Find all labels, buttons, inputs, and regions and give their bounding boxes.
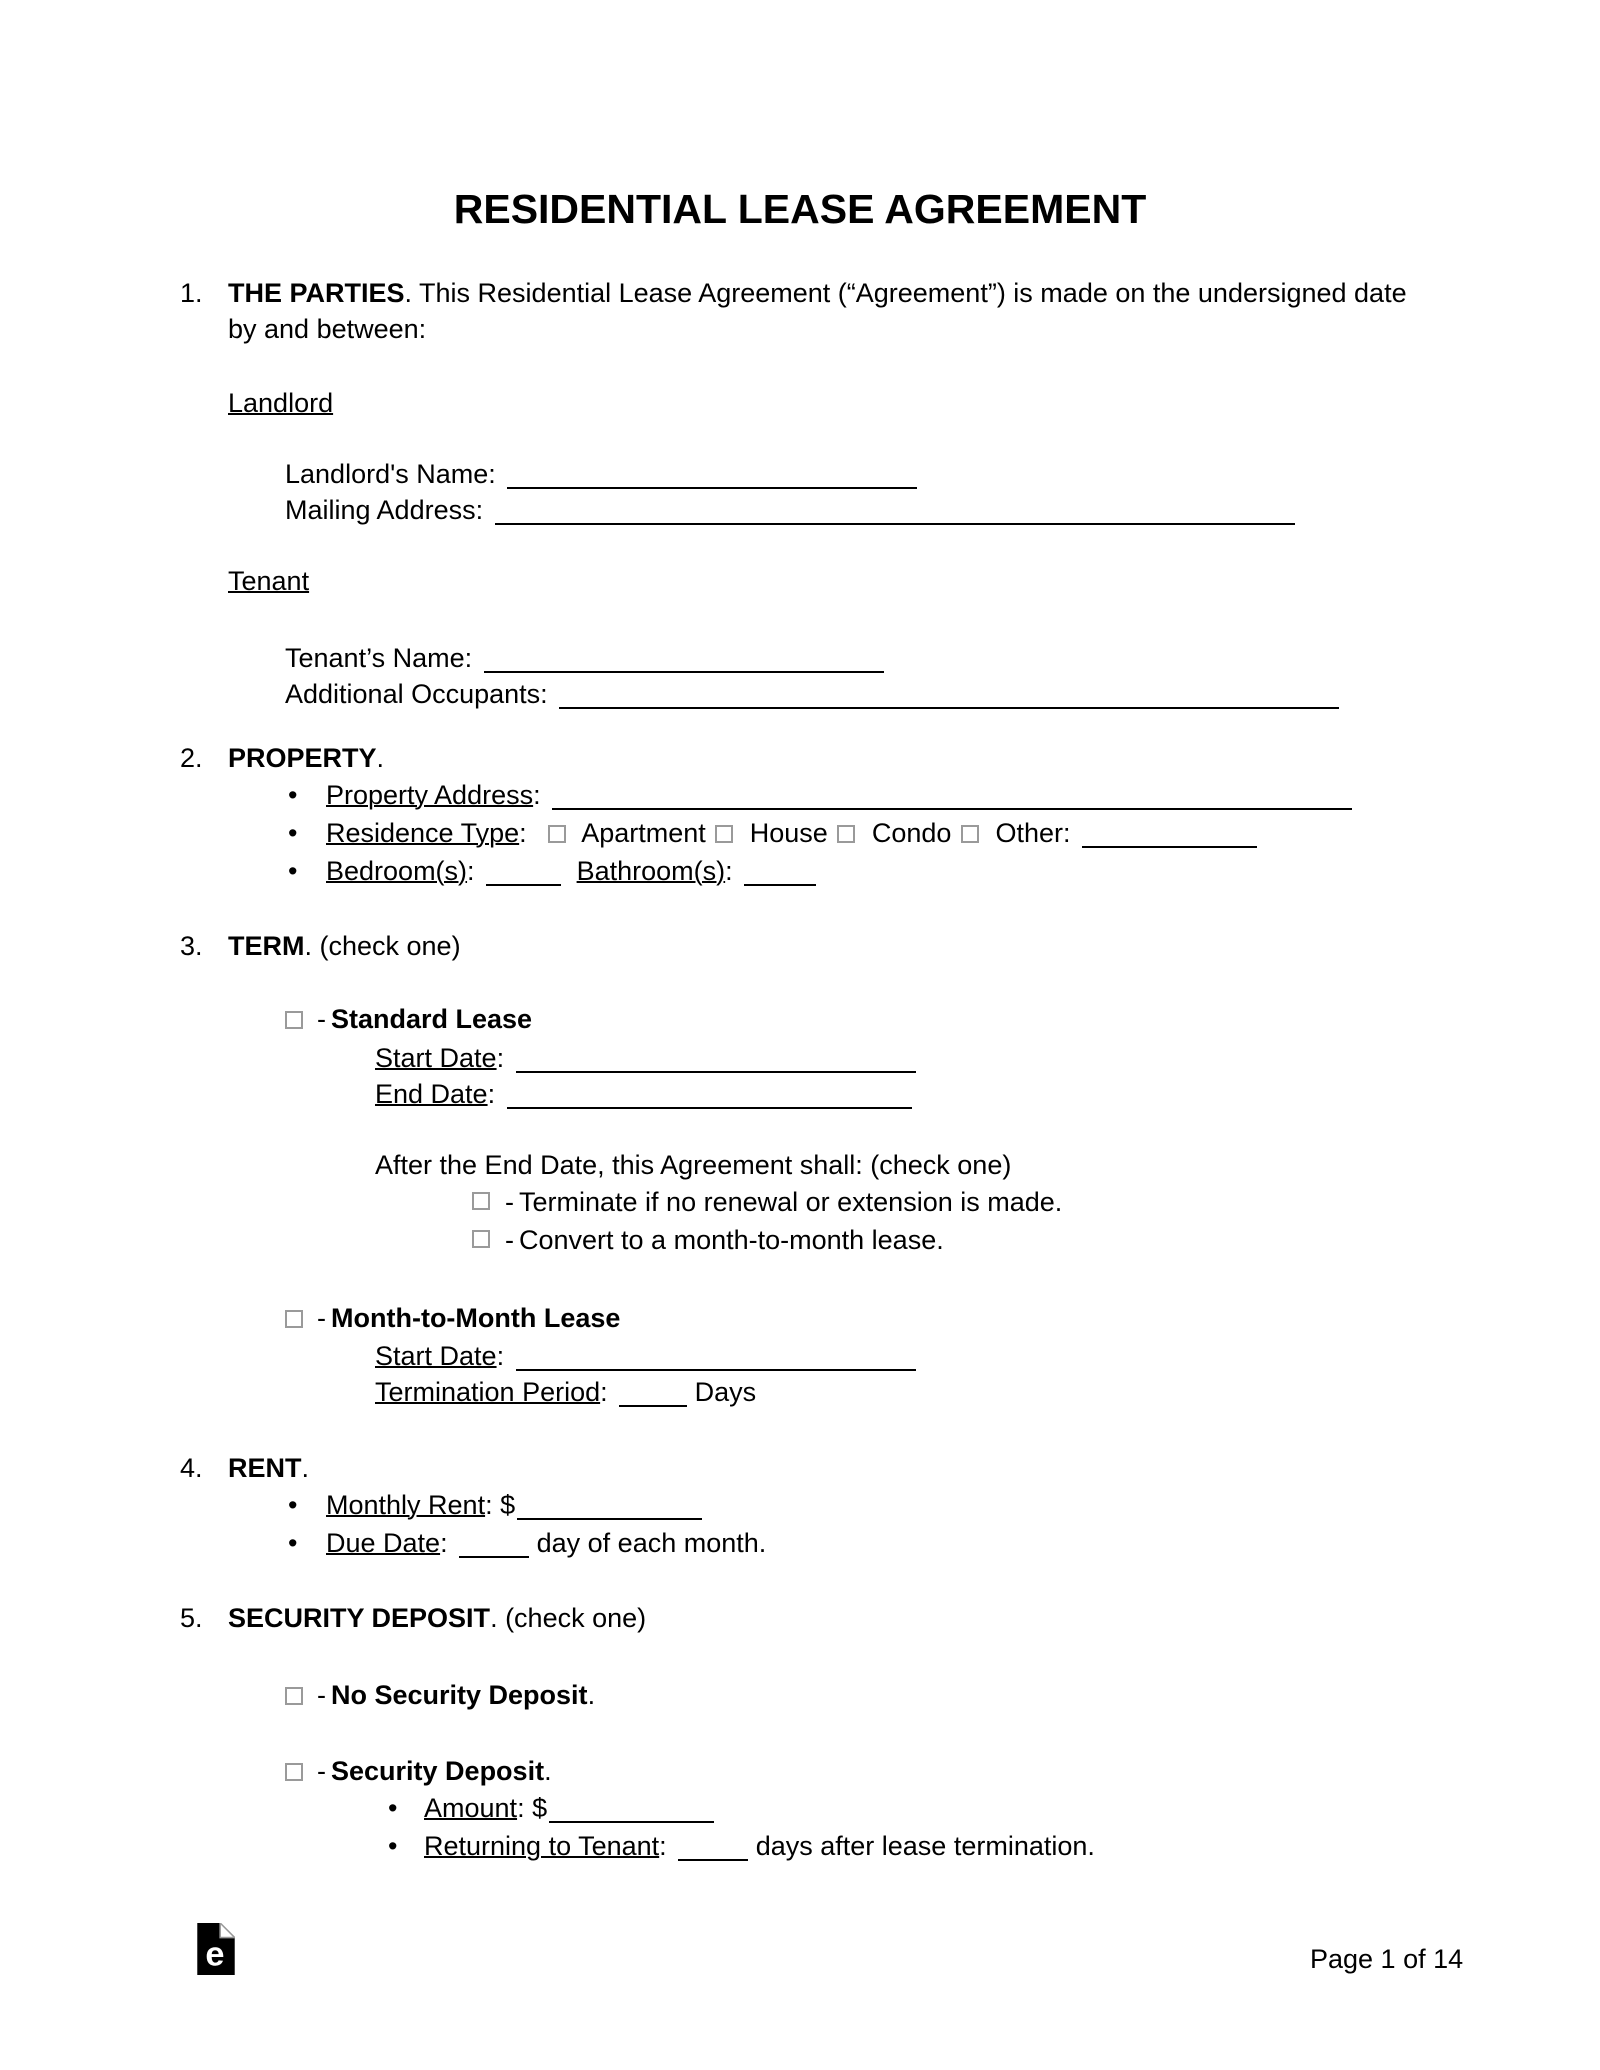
after-end-date-row xyxy=(375,1147,1600,1183)
dash: - xyxy=(317,1004,326,1034)
month-to-month-label: Month-to-Month Lease xyxy=(331,1303,621,1333)
terminate-option-row xyxy=(505,1183,1600,1221)
due-date-blank[interactable] xyxy=(459,1546,529,1558)
start-date-colon: : xyxy=(496,1043,505,1073)
section-number-3: 3. xyxy=(180,931,203,961)
termination-period-label: Termination Period xyxy=(375,1377,601,1407)
monthly-rent-sep: : $ xyxy=(485,1490,516,1520)
m2m-start-date-label: Start Date xyxy=(375,1341,497,1371)
section-security-deposit-text: . (check one) xyxy=(490,1603,647,1633)
bathrooms-label: Bathroom(s) xyxy=(576,856,726,886)
section-title-term: TERM xyxy=(228,931,305,961)
dash: - xyxy=(317,1756,326,1786)
no-security-deposit-period: . xyxy=(587,1680,596,1710)
m2m-start-date-colon: : xyxy=(496,1341,505,1371)
section-term-text: . (check one) xyxy=(304,931,461,961)
section-title-property: PROPERTY xyxy=(228,743,377,773)
after-end-date-text: After the End Date, this Agreement shall: (check one) xyxy=(375,1150,1012,1180)
residence-other-blank[interactable] xyxy=(1082,836,1257,848)
residence-option-apartment: Apartment xyxy=(581,818,706,848)
bedrooms-blank[interactable] xyxy=(486,874,561,886)
checkbox-condo[interactable] xyxy=(837,825,855,843)
checkbox-security-deposit[interactable] xyxy=(285,1763,303,1781)
monthly-rent-label: Monthly Rent xyxy=(326,1490,486,1520)
residence-type-label: Residence Type xyxy=(326,818,520,848)
section-number-2: 2. xyxy=(180,743,203,773)
standard-lease-row xyxy=(285,1001,1600,1037)
security-deposit-label: Security Deposit xyxy=(331,1756,545,1786)
due-date-label: Due Date xyxy=(326,1528,441,1558)
checkbox-other[interactable] xyxy=(961,825,979,843)
mailing-address-row xyxy=(285,492,1600,528)
section-rent-text: . xyxy=(301,1453,310,1483)
checkbox-standard-lease[interactable] xyxy=(285,1011,303,1029)
property-bullets xyxy=(0,776,1600,890)
checkbox-convert[interactable] xyxy=(472,1230,490,1248)
returning-colon: : xyxy=(659,1831,667,1861)
bullet-icon: • xyxy=(388,1831,398,1861)
section-number-1: 1. xyxy=(180,278,203,308)
checkbox-terminate[interactable] xyxy=(472,1192,490,1210)
page-number: Page 1 of 14 xyxy=(1310,1944,1464,1974)
section-parties-text: . This Residential Lease Agreement (“Agreement”) is made on the undersigned date by and between: xyxy=(228,278,1407,344)
checkbox-no-security-deposit[interactable] xyxy=(285,1687,303,1705)
checkbox-month-to-month[interactable] xyxy=(285,1310,303,1328)
security-deposit-bullets xyxy=(0,1789,1600,1865)
tenant-name-blank[interactable] xyxy=(484,661,884,673)
due-date-row xyxy=(288,1524,1600,1562)
amount-row xyxy=(388,1789,1600,1827)
checkbox-house[interactable] xyxy=(715,825,733,843)
section-the-parties xyxy=(180,275,1428,347)
section-title-parties: THE PARTIES xyxy=(228,278,405,308)
tenant-fields xyxy=(0,640,1600,712)
mailing-address-label: Mailing Address: xyxy=(285,495,484,525)
termination-period-colon: : xyxy=(600,1377,608,1407)
standard-start-date-row xyxy=(375,1040,1600,1076)
bullet-icon: • xyxy=(288,856,298,886)
dash: - xyxy=(505,1225,514,1255)
termination-period-row xyxy=(375,1374,1600,1410)
amount-blank[interactable] xyxy=(549,1811,714,1823)
residence-option-condo: Condo xyxy=(871,818,952,848)
tenant-name-label: Tenant’s Name: xyxy=(285,643,473,673)
residence-type-row xyxy=(288,814,1600,852)
svg-text:e: e xyxy=(205,1935,225,1974)
security-deposit-period: . xyxy=(544,1756,552,1786)
m2m-start-date-blank[interactable] xyxy=(516,1359,916,1371)
document-title: RESIDENTIAL LEASE AGREEMENT xyxy=(453,186,1147,232)
monthly-rent-blank[interactable] xyxy=(517,1508,702,1520)
section-number-4: 4. xyxy=(180,1453,203,1483)
tenant-heading: Tenant xyxy=(228,566,310,596)
security-deposit-row xyxy=(285,1753,1600,1789)
section-property xyxy=(180,740,1428,776)
bullet-icon: • xyxy=(388,1793,398,1823)
standard-start-date-blank[interactable] xyxy=(516,1061,916,1073)
termination-period-blank[interactable] xyxy=(619,1395,687,1407)
tenant-heading-row xyxy=(228,563,1600,599)
dash: - xyxy=(317,1303,326,1333)
bullet-icon: • xyxy=(288,818,298,848)
property-address-blank[interactable] xyxy=(552,798,1352,810)
bathrooms-colon: : xyxy=(725,856,733,886)
convert-option-row xyxy=(505,1221,1600,1259)
returning-suffix: days after lease termination. xyxy=(755,1831,1095,1861)
m2m-start-date-row xyxy=(375,1338,1600,1374)
property-address-colon: : xyxy=(533,780,541,810)
amount-label: Amount xyxy=(424,1793,518,1823)
rent-bullets xyxy=(0,1486,1600,1562)
section-number-5: 5. xyxy=(180,1603,203,1633)
month-to-month-fields xyxy=(0,1338,1600,1410)
landlord-name-label: Landlord's Name: xyxy=(285,459,496,489)
month-to-month-row xyxy=(285,1300,1600,1336)
standard-end-date-blank[interactable] xyxy=(507,1097,912,1109)
additional-occupants-label: Additional Occupants: xyxy=(285,679,548,709)
standard-lease-label: Standard Lease xyxy=(331,1004,533,1034)
termination-period-suffix: Days xyxy=(694,1377,757,1407)
section-term xyxy=(180,928,1428,964)
landlord-fields xyxy=(0,456,1600,528)
bathrooms-blank[interactable] xyxy=(744,874,816,886)
standard-end-date-row xyxy=(375,1076,1600,1112)
property-address-row xyxy=(288,776,1600,814)
bullet-icon: • xyxy=(288,780,298,810)
bedrooms-bathrooms-row xyxy=(288,852,1600,890)
residence-option-other: Other: xyxy=(995,818,1071,848)
no-security-deposit-label: No Security Deposit xyxy=(331,1680,588,1710)
end-date-colon: : xyxy=(487,1079,496,1109)
landlord-heading-row xyxy=(228,385,1600,421)
residence-option-house: House xyxy=(749,818,828,848)
monthly-rent-row xyxy=(288,1486,1600,1524)
terminate-option-text: Terminate if no renewal or extension is made. xyxy=(519,1187,1063,1217)
dash: - xyxy=(505,1187,514,1217)
no-security-deposit-row xyxy=(285,1677,1600,1713)
tenant-name-row xyxy=(285,640,1600,676)
section-rent xyxy=(180,1450,1428,1486)
bullet-icon: • xyxy=(288,1528,298,1558)
property-address-label: Property Address xyxy=(326,780,534,810)
landlord-heading: Landlord xyxy=(228,388,334,418)
eforms-logo-icon xyxy=(197,1923,235,1984)
returning-row xyxy=(388,1827,1600,1865)
bedrooms-colon: : xyxy=(467,856,475,886)
convert-option-text: Convert to a month-to-month lease. xyxy=(519,1225,944,1255)
amount-sep: : $ xyxy=(517,1793,548,1823)
bedrooms-label: Bedroom(s) xyxy=(326,856,468,886)
additional-occupants-blank[interactable] xyxy=(559,697,1339,709)
residence-type-colon: : xyxy=(519,818,527,848)
due-date-suffix: day of each month. xyxy=(536,1528,767,1558)
section-security-deposit xyxy=(180,1600,1428,1636)
landlord-name-row xyxy=(285,456,1600,492)
mailing-address-blank[interactable] xyxy=(495,513,1295,525)
after-end-date-options xyxy=(0,1183,1600,1259)
standard-lease-fields xyxy=(0,1040,1600,1112)
start-date-label: Start Date xyxy=(375,1043,497,1073)
bullet-icon: • xyxy=(288,1490,298,1520)
section-title-security-deposit: SECURITY DEPOSIT xyxy=(228,1603,491,1633)
returning-label: Returning to Tenant xyxy=(424,1831,660,1861)
returning-blank[interactable] xyxy=(678,1849,748,1861)
landlord-name-blank[interactable] xyxy=(507,477,917,489)
section-title-rent: RENT xyxy=(228,1453,302,1483)
end-date-label: End Date xyxy=(375,1079,488,1109)
checkbox-apartment[interactable] xyxy=(548,825,566,843)
due-date-colon: : xyxy=(440,1528,448,1558)
section-property-text: . xyxy=(376,743,385,773)
additional-occupants-row xyxy=(285,676,1600,712)
dash: - xyxy=(317,1680,326,1710)
